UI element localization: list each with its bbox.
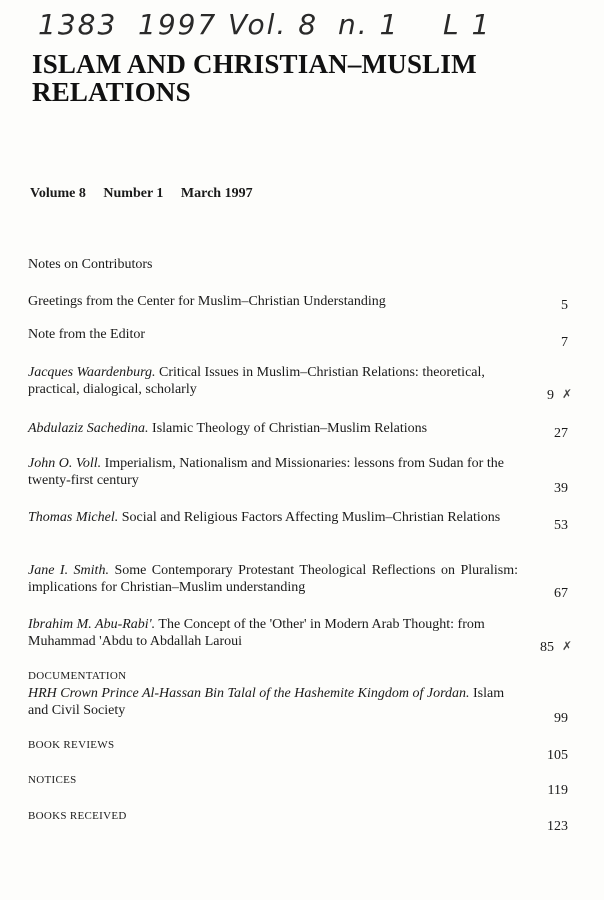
handwritten-annotation [38,8,578,46]
toc-entry-author: Jacques Waardenburg. [28,365,156,380]
toc-entry-notices[interactable] [28,772,568,798]
toc-entry-notes[interactable] [28,256,568,273]
toc-entry-text [28,685,518,719]
toc-entry-title: Social and Religious Factors Affecting Muslim–Christian Relations [121,510,501,525]
toc-entry-text [28,420,518,437]
toc-entry-text [28,509,518,526]
toc-entry-greetings[interactable] [28,293,568,313]
toc-entry-author: Abdulaziz Sachedina. [28,421,149,436]
toc-entry-title: BOOK REVIEWS [28,739,115,751]
toc-entry-smith[interactable] [28,562,568,601]
toc-entry-book-reviews[interactable] [28,737,568,763]
toc-entry-text [28,562,518,596]
toc-entry-page: 67 [554,586,568,601]
toc-entry-title: Note from the Editor [28,327,146,342]
toc-entry-title: Critical Issues in Muslim–Christian Relations: theoretical, practical, dialogical, scholarly [28,365,485,397]
handwritten-location: L 1 [443,8,492,41]
toc-entry-title: Notes on Contributors [28,257,153,272]
toc-entry-page: 7 [561,335,568,350]
toc-entry-page: 27 [554,426,568,441]
toc-entry-sachedina[interactable] [28,420,568,441]
toc-entry-author: HRH Crown Prince Al-Hassan Bin Talal of the Hashemite Kingdom of Jordan. [28,686,470,701]
toc-entry-author: John O. Voll. [28,456,102,471]
toc-entry-page: 39 [554,481,568,496]
toc-entry-editor[interactable] [28,326,568,350]
journal-title [32,50,572,106]
check-mark-icon: ✗ [561,639,572,653]
toc-entry-page: 105 [547,748,568,763]
toc-entry-author: Jane I. Smith. [28,563,109,578]
toc-entry-michel[interactable] [28,509,568,533]
toc-entry-title: Islam and Civil Society [28,686,505,718]
toc-entry-title: NOTICES [28,774,77,786]
toc-entry-text [28,616,518,650]
toc-entry-page: 85 [540,640,554,655]
toc-entry-page: 53 [554,518,568,533]
toc-entry-title: Some Contemporary Protestant Theological Reflections on Pluralism: implications for Christian–Muslim understanding [28,563,519,595]
toc-entry-title: Greetings from the Center for Muslim–Christian Understanding [28,294,386,309]
section-label-documentation: DOCUMENTATION [28,670,127,682]
check-mark-icon: ✗ [561,387,572,401]
handwritten-number: n. 1 [338,8,400,41]
number-label: Number 1 [103,186,164,201]
journal-title-line1: ISLAM AND CHRISTIAN–MUSLIM [32,49,477,79]
toc-entry-text [28,455,518,489]
toc-entry-aburabi[interactable] [28,616,572,655]
journal-title-line2: RELATIONS [32,77,191,107]
toc-entry-title: BOOKS RECEIVED [28,810,127,822]
toc-entry-title: The Concept of the 'Other' in Modern Arab Thought: from Muhammad 'Abdu to Abdallah Laroui [28,617,485,649]
handwritten-volume: Vol. 8 [228,8,319,41]
toc-entry-page: 9 [547,388,554,403]
toc-entry-page: 99 [554,711,568,726]
toc-entry-page: 5 [561,298,568,313]
date-label: March 1997 [180,186,253,201]
issue-info [30,186,570,202]
toc-entry-documentation[interactable] [28,668,568,726]
toc-entry-text [28,364,518,398]
toc-entry-page: 119 [547,783,568,798]
toc-entry-author: Thomas Michel. [28,510,119,525]
toc-entry-waardenburg[interactable] [28,364,572,403]
handwritten-catalog-number: 1383 [38,8,118,41]
toc-entry-author: Ibrahim M. Abu-Rabi'. [28,617,156,632]
toc-entry-voll[interactable] [28,455,568,496]
toc-entry-title: Imperialism, Nationalism and Missionaries: lessons from Sudan for the twenty-first century [28,456,504,488]
volume-label: Volume 8 [30,186,86,201]
toc-entry-page: 123 [547,819,568,834]
toc-entry-books-received[interactable] [28,808,568,834]
toc-entry-title: Islamic Theology of Christian–Muslim Relations [152,421,428,436]
handwritten-year: 1997 [138,8,218,41]
